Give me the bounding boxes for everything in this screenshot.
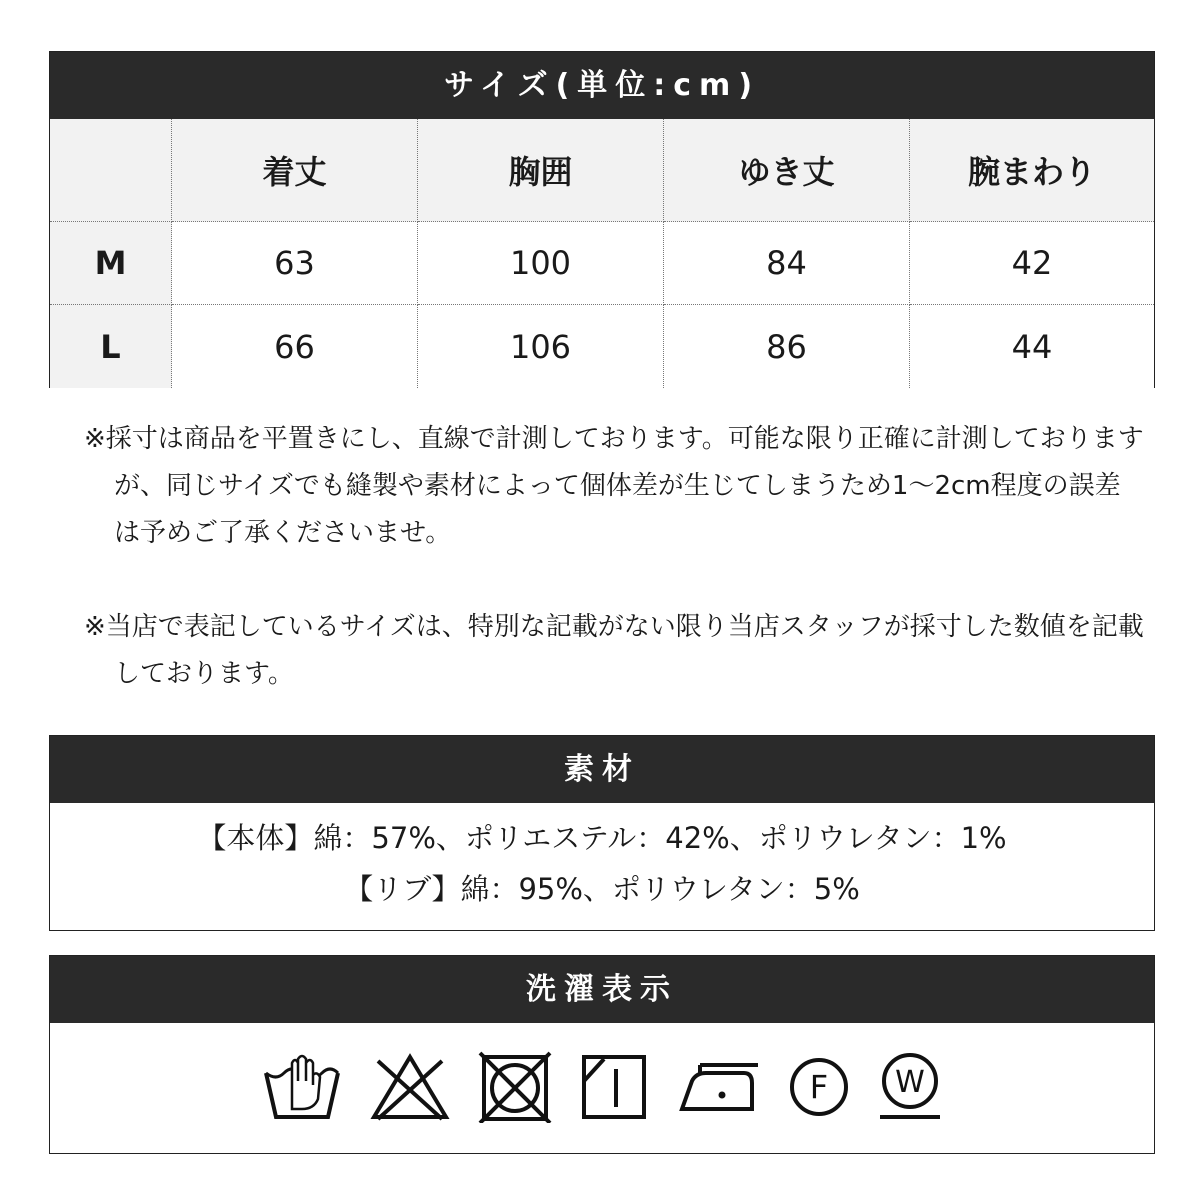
size-value: 106 bbox=[418, 305, 664, 388]
size-value: 86 bbox=[664, 305, 910, 388]
size-value: 66 bbox=[172, 305, 418, 388]
size-label: M bbox=[50, 222, 172, 305]
size-title: サイズ(単位:cm) bbox=[50, 52, 1154, 119]
size-value: 63 bbox=[172, 222, 418, 305]
no-bleach-icon bbox=[370, 1051, 450, 1123]
measurement-note bbox=[84, 416, 1144, 557]
size-table bbox=[49, 51, 1155, 388]
size-header-row bbox=[50, 119, 1154, 222]
table-row bbox=[50, 222, 1154, 305]
size-value: 42 bbox=[910, 222, 1154, 305]
size-label: L bbox=[50, 305, 172, 388]
size-value: 84 bbox=[664, 222, 910, 305]
wet-clean-letter: W bbox=[895, 1065, 925, 1100]
size-value: 100 bbox=[418, 222, 664, 305]
material-body-line: 【本体】綿：57%、ポリエステル：42%、ポリウレタン：1% bbox=[197, 821, 1007, 855]
material-title: 素材 bbox=[50, 736, 1154, 803]
material-section bbox=[49, 735, 1155, 931]
note-text: ※当店で表記しているサイズは、特別な記載がない限り当店スタッフが採寸した数値を記載しております。 bbox=[84, 612, 1144, 689]
table-row bbox=[50, 305, 1154, 388]
wash-title: 洗濯表示 bbox=[50, 956, 1154, 1023]
wash-section bbox=[49, 955, 1155, 1154]
wet-clean-w-icon bbox=[878, 1051, 942, 1123]
hand-wash-icon bbox=[262, 1051, 342, 1123]
size-value: 44 bbox=[910, 305, 1154, 388]
header-blank bbox=[50, 119, 172, 222]
material-rib-line: 【リブ】綿：95%、ポリウレタン：5% bbox=[344, 872, 860, 906]
dry-clean-f-icon bbox=[788, 1051, 850, 1123]
header-arm-circumference: 腕まわり bbox=[910, 119, 1154, 222]
dry-clean-letter: F bbox=[809, 1068, 829, 1106]
note-text: ※採寸は商品を平置きにし、直線で計測しております。可能な限り正確に計測しておりますが、同じサイズでも縫製や素材によって個体差が生じてしまうため1〜2cm程度の誤差は予めご了承くださいませ。 bbox=[84, 424, 1144, 548]
sizing-note bbox=[84, 604, 1144, 698]
header-sleeve-length: ゆき丈 bbox=[664, 119, 910, 222]
header-chest: 胸囲 bbox=[418, 119, 664, 222]
low-iron-icon bbox=[676, 1051, 760, 1123]
line-dry-icon bbox=[580, 1051, 648, 1123]
no-tumble-dry-icon bbox=[478, 1051, 552, 1123]
wash-icons bbox=[50, 1023, 1154, 1151]
header-length: 着丈 bbox=[172, 119, 418, 222]
